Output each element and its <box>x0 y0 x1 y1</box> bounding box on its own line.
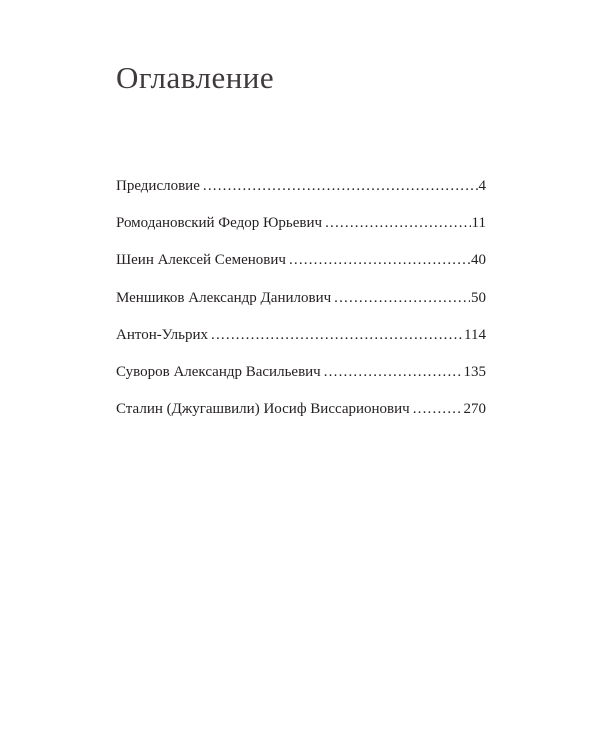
dot-leader <box>413 394 463 424</box>
toc-entry[interactable] <box>116 208 486 245</box>
dot-leader <box>289 245 470 275</box>
toc-page-number: 135 <box>463 363 486 380</box>
dot-leader <box>211 320 463 350</box>
toc-entry-title: Антон-Ульрих <box>116 326 209 343</box>
toc-entry-title: Ромодановский Федор Юрьевич <box>116 215 323 232</box>
toc-entry[interactable] <box>116 171 486 208</box>
toc-entry-title: Сталин (Джугашвили) Иосиф Виссарионович <box>116 401 410 418</box>
toc-entry[interactable] <box>116 283 486 320</box>
toc-entry[interactable] <box>116 245 486 282</box>
toc-entry-title: Суворов Александр Васильевич <box>116 363 321 380</box>
toc-page-number: 4 <box>478 178 486 194</box>
dot-leader <box>325 208 470 238</box>
toc-page-number: 270 <box>463 401 486 418</box>
toc-entry-title: Шеин Алексей Семенович <box>116 252 286 269</box>
toc-page-number: 114 <box>464 326 486 343</box>
toc-entry-title: Меншиков Александр Данилович <box>116 289 332 306</box>
toc-page-number: 11 <box>471 215 486 232</box>
toc-page-number: 50 <box>471 289 486 306</box>
dot-leader <box>203 171 478 201</box>
table-of-contents <box>116 171 486 431</box>
dot-leader <box>334 283 470 313</box>
page-title: Оглавление <box>116 60 275 95</box>
toc-entry[interactable] <box>116 357 486 394</box>
toc-entry[interactable] <box>116 394 486 431</box>
toc-entry-title: Предисловие <box>116 178 200 194</box>
toc-page-number: 40 <box>471 252 486 269</box>
dot-leader <box>324 357 463 387</box>
toc-entry[interactable] <box>116 320 486 357</box>
